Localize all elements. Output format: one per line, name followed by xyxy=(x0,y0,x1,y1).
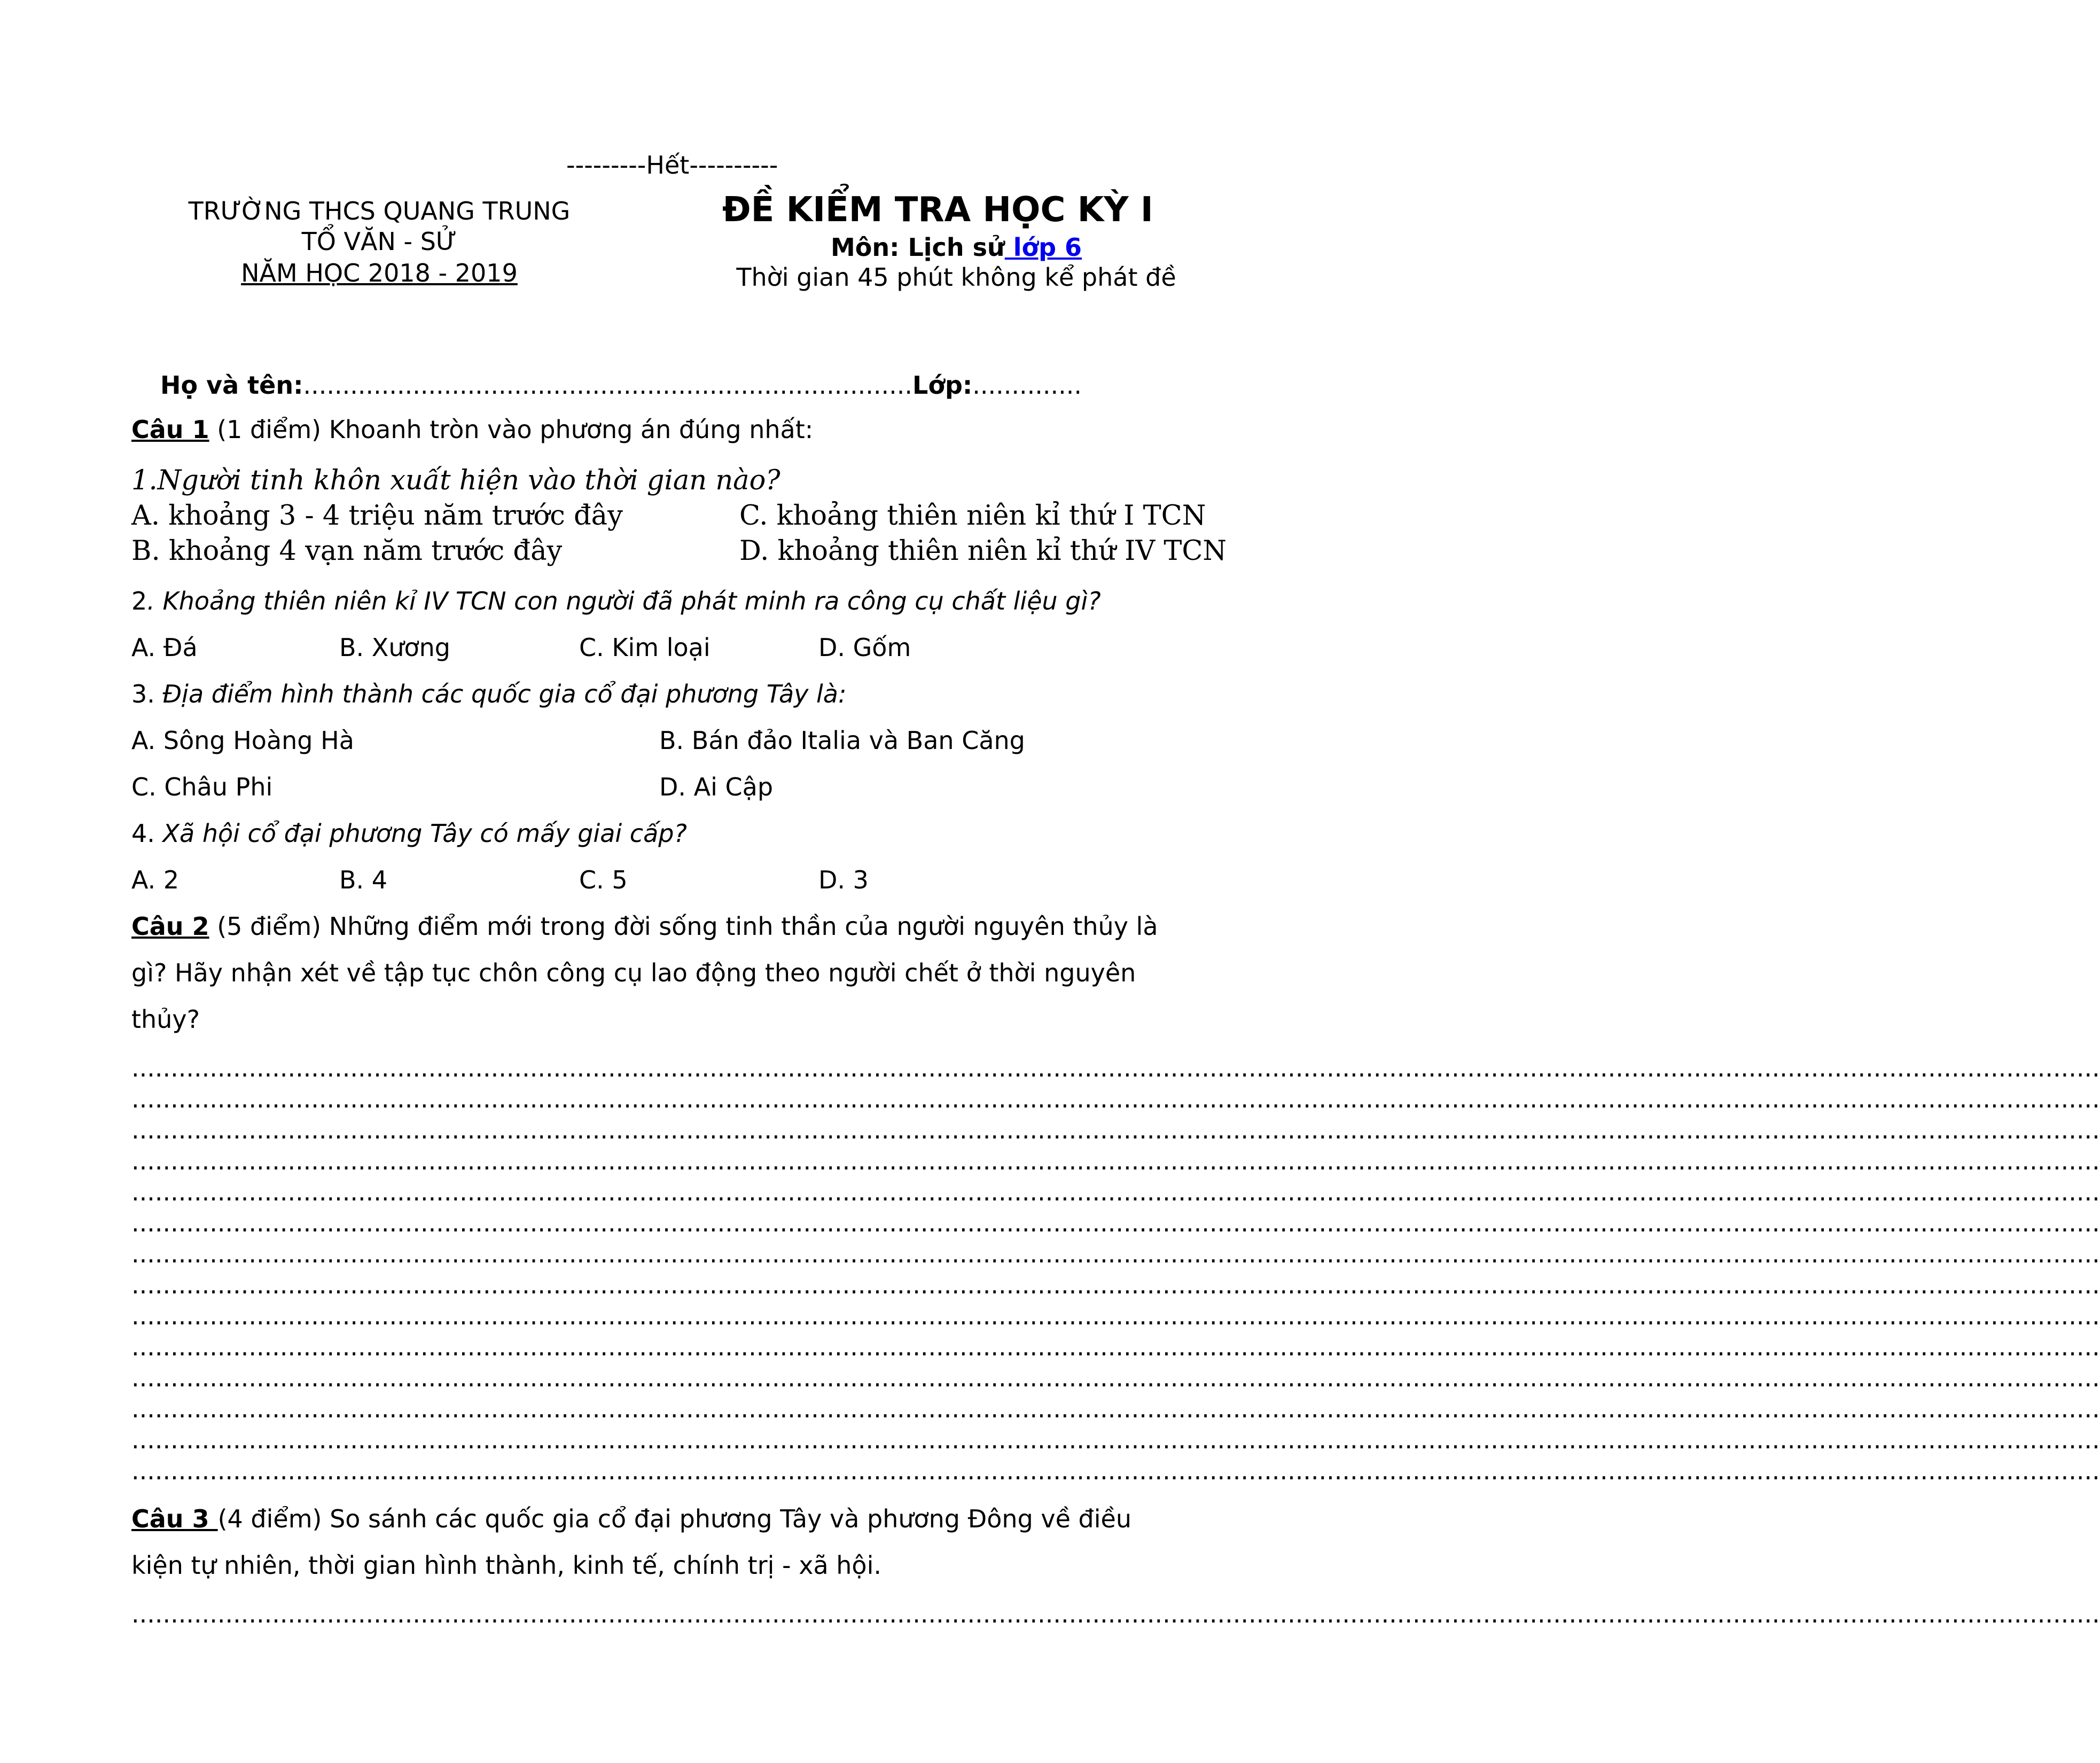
question-2-line-2: gì? Hãy nhận xét về tập tục chôn công cụ lao động theo người chết ở thời nguyên xyxy=(131,958,1136,987)
answer-line[interactable]: ............................................................................................................................................................................................................................................................ xyxy=(131,1456,2100,1485)
answer-line[interactable]: ............................................................................................................................................................................................................................................................ xyxy=(131,1270,2100,1299)
sub-question-4-text: Xã hội cổ đại phương Tây có mấy giai cấp? xyxy=(162,819,687,848)
answer-line[interactable]: ............................................................................................................................................................................................................................................................ xyxy=(131,1301,2100,1330)
class-link[interactable]: lớp 6 xyxy=(1004,233,1082,262)
question-3-text-1: (4 điểm) So sánh các quốc gia cổ đại phương Tây và phương Đông về điều xyxy=(217,1504,1131,1533)
class-label: Lớp: xyxy=(912,371,973,400)
option-1d[interactable]: D. khoảng thiên niên kỉ thứ IV TCN xyxy=(739,535,1227,567)
sub-question-1: 1.Người tinh khôn xuất hiện vào thời gian nào? xyxy=(131,465,780,496)
answer-line[interactable]: ............................................................................................................................................................................................................................................................ xyxy=(131,1177,2100,1206)
sub-question-3 xyxy=(131,680,846,708)
answer-line[interactable]: ............................................................................................................................................................................................................................................................ xyxy=(131,1425,2100,1454)
question-1-label: Câu 1 xyxy=(131,415,209,444)
answer-line[interactable]: ............................................................................................................................................................................................................................................................ xyxy=(131,1363,2100,1392)
question-3-label: Câu 3 xyxy=(131,1504,218,1533)
option-3c[interactable]: C. Châu Phi xyxy=(131,773,273,801)
sub-question-3-number: 3. xyxy=(131,680,163,708)
answer-line[interactable]: ............................................................................................................................................................................................................................................................ xyxy=(131,1600,2100,1628)
sub-question-4 xyxy=(131,819,687,848)
question-3-line-1 xyxy=(131,1504,1131,1533)
answer-line[interactable]: ............................................................................................................................................................................................................................................................ xyxy=(131,1394,2100,1423)
option-2c[interactable]: C. Kim loại xyxy=(579,633,711,662)
subject-label: Môn: Lịch sử xyxy=(830,233,1005,262)
option-2b[interactable]: B. Xương xyxy=(339,633,450,662)
option-3a[interactable]: A. Sông Hoàng Hà xyxy=(131,726,354,755)
name-label: Họ và tên: xyxy=(160,371,303,400)
option-1c[interactable]: C. khoảng thiên niên kỉ thứ I TCN xyxy=(739,500,1206,532)
question-3-line-2: kiện tự nhiên, thời gian hình thành, kinh tế, chính trị - xã hội. xyxy=(131,1551,881,1580)
school-name: TRƯỜNG THCS QUANG TRUNG xyxy=(188,197,571,225)
sub-question-2-number: 2 xyxy=(131,587,147,615)
answer-line[interactable]: ............................................................................................................................................................................................................................................................ xyxy=(131,1332,2100,1361)
exam-title: ĐỀ KIỂM TRA HỌC KỲ I xyxy=(722,190,1153,230)
end-marker: ---------Hết---------- xyxy=(566,151,778,180)
option-2a[interactable]: A. Đá xyxy=(131,633,198,662)
answer-line[interactable]: ............................................................................................................................................................................................................................................................ xyxy=(131,1208,2100,1237)
option-4d[interactable]: D. 3 xyxy=(818,865,869,894)
answer-line[interactable]: ............................................................................................................................................................................................................................................................ xyxy=(131,1239,2100,1268)
option-3d[interactable]: D. Ai Cập xyxy=(659,773,774,801)
name-field[interactable]: .............................................................................. xyxy=(303,371,913,400)
question-1-header xyxy=(131,415,813,444)
sub-question-3-text: Địa điểm hình thành các quốc gia cổ đại phương Tây là: xyxy=(162,680,847,708)
question-2-line-3: thủy? xyxy=(131,1005,200,1034)
school-year: NĂM HỌC 2018 - 2019 xyxy=(241,259,518,287)
option-1b[interactable]: B. khoảng 4 vạn năm trước đây xyxy=(131,535,563,567)
option-4c[interactable]: C. 5 xyxy=(579,865,628,894)
student-info-line xyxy=(160,371,1082,400)
question-2-label: Câu 2 xyxy=(131,912,209,941)
option-4b[interactable]: B. 4 xyxy=(339,865,388,894)
class-field[interactable]: .............. xyxy=(972,371,1082,400)
answer-line[interactable]: ............................................................................................................................................................................................................................................................ xyxy=(131,1085,2100,1113)
answer-line[interactable]: ............................................................................................................................................................................................................................................................ xyxy=(131,1054,2100,1082)
question-2-line-1 xyxy=(131,912,1158,941)
question-1-intro: (1 điểm) Khoanh tròn vào phương án đúng nhất: xyxy=(209,415,814,444)
sub-question-2 xyxy=(131,587,1101,615)
option-3b[interactable]: B. Bán đảo Italia và Ban Căng xyxy=(659,726,1025,755)
subject-line xyxy=(716,233,1197,262)
option-2d[interactable]: D. Gốm xyxy=(818,633,911,662)
department-name: TỔ VĂN - SỬ xyxy=(301,227,457,256)
sub-question-2-text: . Khoảng thiên niên kỉ IV TCN con người đã phát minh ra công cụ chất liệu gì? xyxy=(147,587,1101,615)
option-1a[interactable]: A. khoảng 3 - 4 triệu năm trước đây xyxy=(131,500,623,532)
answer-line[interactable]: ............................................................................................................................................................................................................................................................ xyxy=(131,1115,2100,1144)
question-2-text-1: (5 điểm) Những điểm mới trong đời sống tinh thần của người nguyên thủy là xyxy=(209,912,1158,941)
sub-question-4-number: 4. xyxy=(131,819,163,848)
option-4a[interactable]: A. 2 xyxy=(131,865,179,894)
exam-duration: Thời gian 45 phút không kể phát đề xyxy=(736,263,1176,292)
answer-line[interactable]: ............................................................................................................................................................................................................................................................ xyxy=(131,1146,2100,1175)
